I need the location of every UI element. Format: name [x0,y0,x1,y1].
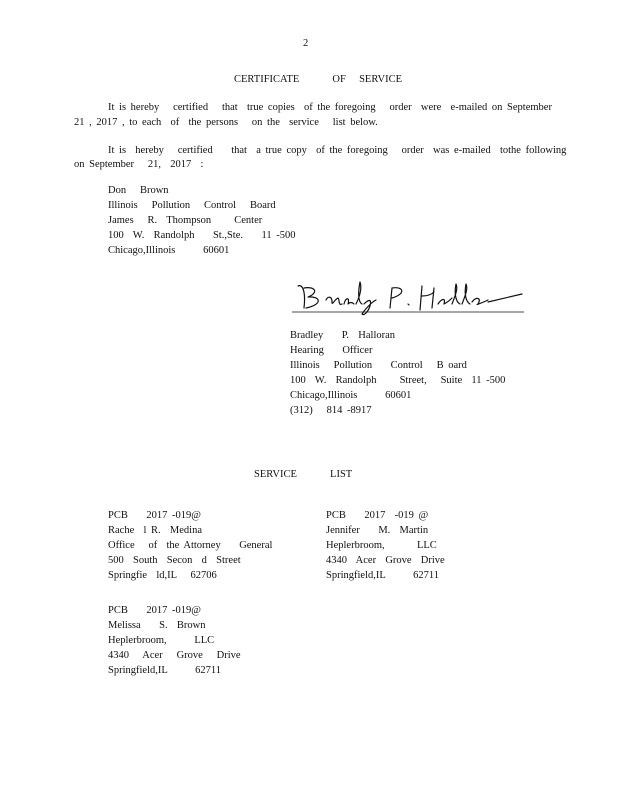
recipient-organization: Illinois Pollution Control Board [108,200,276,211]
party-name: Jennifer M. Martin [326,525,429,536]
case-number: PCB 2017 -019@ [108,605,201,616]
party-street: 500 South Secon d Street [108,555,241,566]
party-city: Springfield,IL 62711 [326,570,440,581]
recipient-name: Don Brown [108,185,169,196]
party-name: Melissa S. Brown [108,620,206,631]
case-number: PCB 2017 -019@ [108,510,201,521]
handwritten-signature [292,278,524,318]
party-organization: Office of the Attorney General [108,540,273,551]
recipient-address-block [108,183,296,258]
certification-paragraph-1-line-2: 21 , 2017 , to each of the persons on the service list below. [74,117,378,128]
party-organization: Heplerbroom, LLC [326,540,437,551]
recipient-building: James R. Thompson Center [108,215,263,226]
signer-street: 100 W. Randolph Street, Suite 11 -500 [290,375,506,386]
signer-organization: Illinois Pollution Control B oard [290,360,467,371]
certification-paragraph-1-line-1: It is hereby certified that true copies of the foregoing order were e-mailed on September [108,102,552,113]
party-city: Springfield,IL 62711 [108,665,222,676]
party-city: Springfie ld,IL 62706 [108,570,217,581]
signer-block [290,328,505,418]
case-number: PCB 2017 -019 @ [326,510,429,521]
service-list-entry [108,603,241,678]
party-organization: Heplerbroom, LLC [108,635,215,646]
recipient-city: Chicago,Illinois 60601 [108,245,230,256]
signer-name: Bradley P. Halloran [290,330,396,341]
party-street: 4340 Acer Grove Drive [108,650,241,661]
signer-phone: (312) 814 -8917 [290,405,372,416]
service-list-heading: SERVICE LIST [254,469,353,480]
certification-paragraph-2-line-2: on September 21, 2017 : [74,159,204,170]
party-name: Rache l R. Medina [108,525,202,536]
signer-title: Hearing Officer [290,345,373,356]
party-street: 4340 Acer Grove Drive [326,555,445,566]
service-list-entry [108,508,272,583]
service-list-entry [326,508,445,583]
page-number: 2 [303,38,309,49]
certificate-title: CERTIFICATE OF SERVICE [234,74,402,85]
certification-paragraph-2-line-1: It is hereby certified that a true copy of the foregoing order was e-mailed tothe following [108,145,567,156]
signer-city: Chicago,Illinois 60601 [290,390,412,401]
recipient-street: 100 W. Randolph St.,Ste. 11 -500 [108,230,296,241]
